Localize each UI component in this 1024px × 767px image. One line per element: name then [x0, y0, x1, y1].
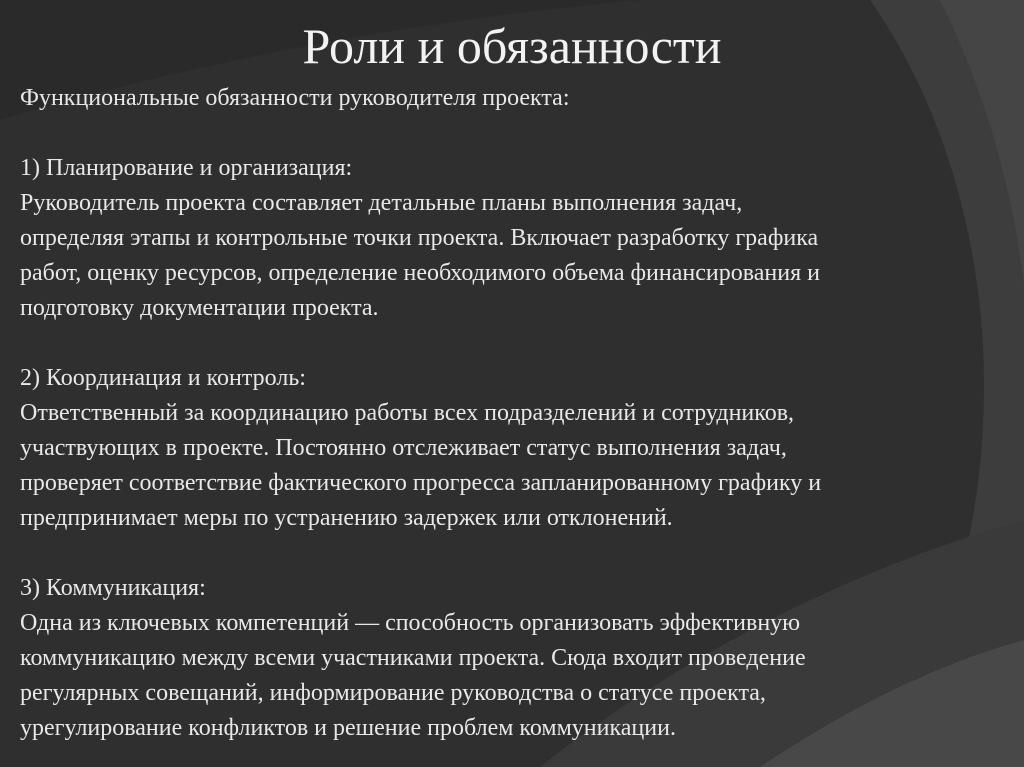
body-line: коммуникацию между всеми участниками проекта. Сюда входит проведение	[20, 645, 806, 671]
body-line: работ, оценку ресурсов, определение необходимого объема финансирования и	[20, 260, 820, 286]
section-body	[20, 396, 1010, 536]
section-planning	[20, 151, 1010, 326]
slide-content	[20, 81, 1010, 746]
section-body	[20, 606, 1010, 746]
body-line: урегулирование конфликтов и решение проблем коммуникации.	[20, 715, 676, 741]
body-line: проверяет соответствие фактического прогресса запланированному графику и	[20, 470, 822, 496]
body-line: определяя этапы и контрольные точки проекта. Включает разработку графика	[20, 225, 819, 251]
body-line: подготовку документации проекта.	[20, 295, 379, 321]
section-communication	[20, 571, 1010, 746]
section-heading: 2) Координация и контроль:	[20, 365, 306, 391]
section-body	[20, 186, 1010, 326]
body-line: Руководитель проекта составляет детальные планы выполнения задач,	[20, 190, 743, 216]
body-line: регулярных совещаний, информирование руководства о статусе проекта,	[20, 680, 766, 706]
body-line: участвующих в проекте. Постоянно отслеживает статус выполнения задач,	[20, 435, 787, 461]
body-line: предпринимает меры по устранению задержек или отклонений.	[20, 505, 673, 531]
intro-text: Функциональные обязанности руководителя проекта:	[20, 85, 570, 111]
section-coordination	[20, 361, 1010, 536]
body-line: Одна из ключевых компетенций — способность организовать эффективную	[20, 610, 801, 636]
section-heading: 3) Коммуникация:	[20, 575, 206, 601]
slide-title: Роли и обязанности	[302, 18, 722, 74]
section-heading: 1) Планирование и организация:	[20, 155, 353, 181]
body-line: Ответственный за координацию работы всех подразделений и сотрудников,	[20, 400, 795, 426]
